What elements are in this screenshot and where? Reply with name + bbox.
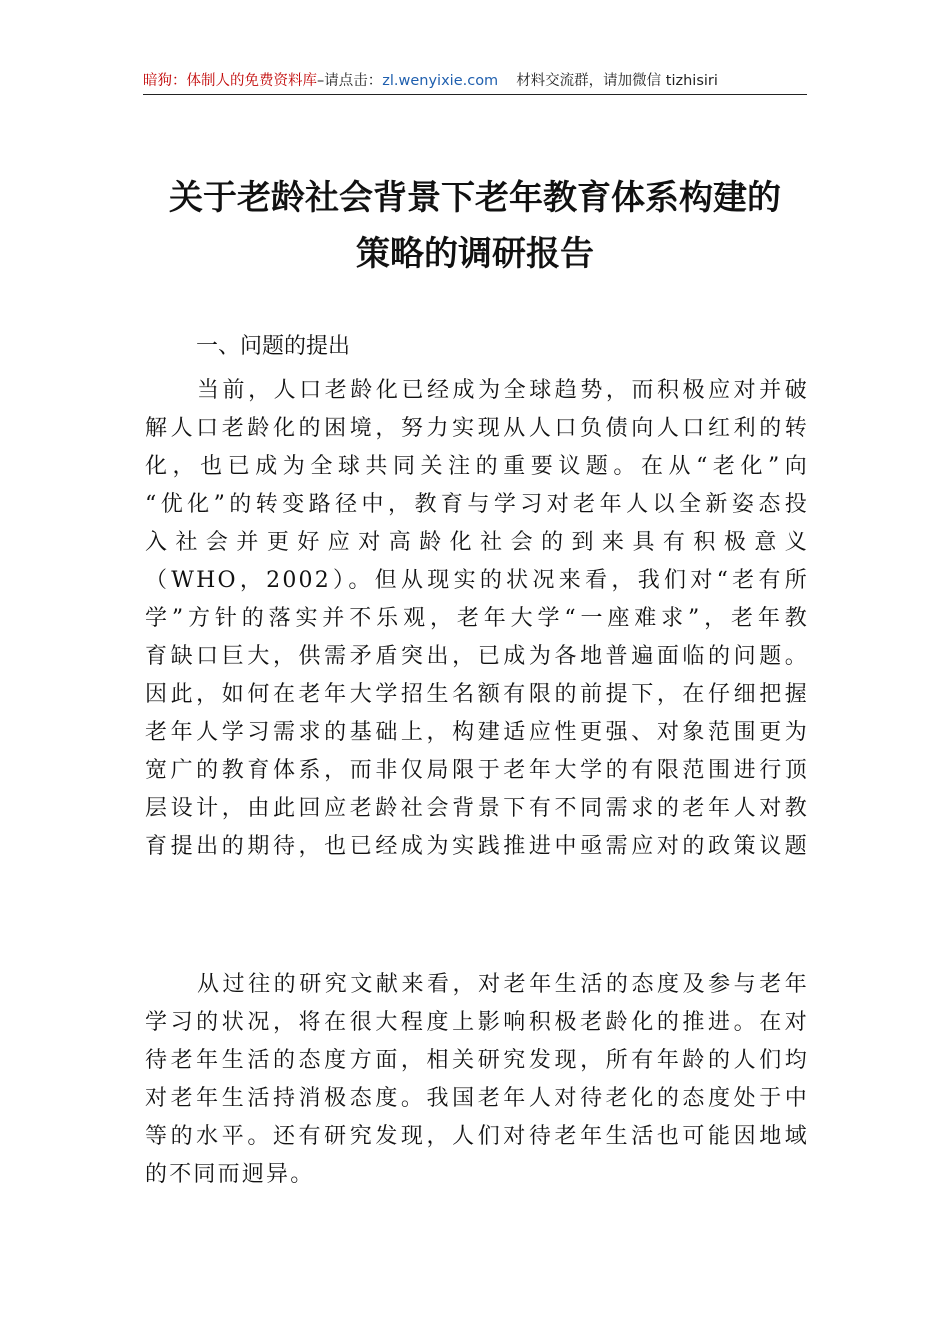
paragraph-line: 解人口老龄化的困境，努力实现从人口负债向人口红利的转: [145, 416, 809, 441]
paragraph-1: [145, 372, 809, 866]
paragraph-line: “优化”的转变路径中，教育与学习对老年人以全新姿态投: [145, 492, 809, 517]
paragraph-line: 从过往的研究文献来看，对老年生活的态度及参与老年: [197, 972, 809, 997]
paragraph-line: 等的水平。还有研究发现，人们对待老年生活也可能因地域: [145, 1124, 809, 1149]
title-line: 关于老龄社会背景下老年教育体系构建的: [169, 178, 781, 218]
header-link[interactable]: zl.wenyixie.com: [382, 73, 499, 89]
paragraph-line: 因此，如何在老年大学招生名额有限的前提下，在仔细把握: [145, 682, 809, 707]
paragraph-line: 老年人学习需求的基础上，构建适应性更强、对象范围更为: [145, 720, 809, 745]
paragraph-line: （WHO，2002）。但从现实的状况来看，我们对“老有所: [145, 568, 809, 593]
paragraph-line: 育提出的期待，也已经成为实践推进中亟需应对的政策议题: [145, 834, 809, 859]
paragraph-line: 化，也已成为全球共同关注的重要议题。在从“老化”向: [145, 454, 809, 479]
section-heading: 一、问题的提出: [196, 334, 351, 359]
page-header: [143, 70, 807, 94]
title-line: 策略的调研报告: [356, 234, 594, 274]
header-click-prompt: –请点击：: [317, 73, 383, 89]
paragraph-line: 的不同而迥异。: [145, 1162, 315, 1187]
paragraph-line: 入社会并更好应对高龄化社会的到来具有积极意义: [145, 530, 809, 555]
paragraph-line: 对老年生活持消极态度。我国老年人对待老化的态度处于中: [145, 1086, 809, 1111]
header-brand: 暗狗：体制人的免费资料库: [143, 73, 317, 89]
paragraph-line: 学”方针的落实并不乐观，老年大学“一座难求”，老年教: [145, 606, 809, 631]
paragraph-line: 学习的状况，将在很大程度上影响积极老龄化的推进。在对: [145, 1010, 809, 1035]
paragraph-line: 当前，人口老龄化已经成为全球趋势，而积极应对并破: [197, 378, 809, 403]
header-group-info: 材料交流群，请加微信 tizhisiri: [516, 73, 718, 89]
document-title: [120, 170, 830, 282]
paragraph-2: [145, 966, 809, 1194]
paragraph-line: 育缺口巨大，供需矛盾突出，已成为各地普遍面临的问题。: [145, 644, 809, 669]
paragraph-line: 宽广的教育体系，而非仅局限于老年大学的有限范围进行顶: [145, 758, 809, 783]
paragraph-line: 待老年生活的态度方面，相关研究发现，所有年龄的人们均: [145, 1048, 809, 1073]
header-divider: [143, 94, 807, 95]
paragraph-line: 层设计，由此回应老龄社会背景下有不同需求的老年人对教: [145, 796, 809, 821]
